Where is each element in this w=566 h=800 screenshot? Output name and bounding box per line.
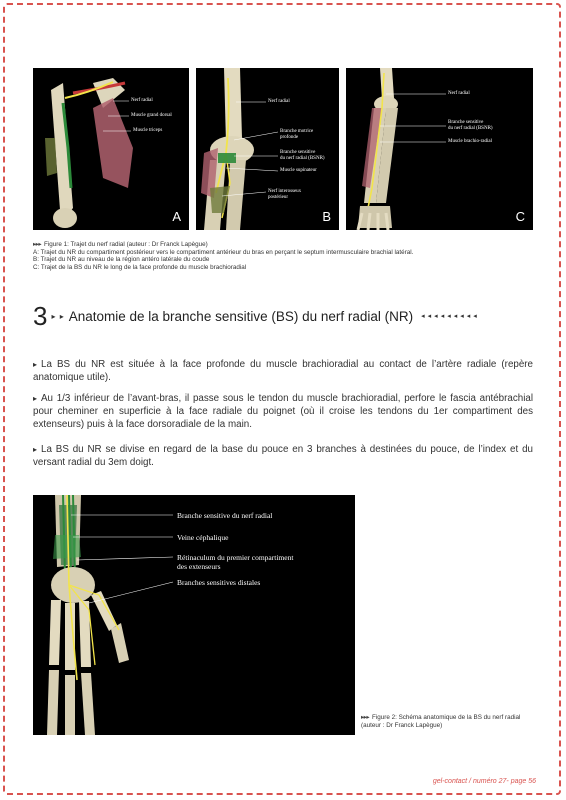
label-muscle-triceps: Muscle triceps (133, 128, 163, 133)
panel-letter-a: A (172, 209, 181, 224)
label-veine-cephalique: Veine céphalique (177, 533, 229, 542)
arm-illustration-b (196, 68, 339, 230)
label-branche-sensitive-b: Branche sensitive (280, 150, 316, 155)
page-footer: gel-contact / numéro 27- page 56 (432, 778, 536, 785)
hand-illustration (33, 495, 355, 735)
caption-arrows: ▸▸▸ (33, 241, 41, 248)
arm-illustration-c (346, 68, 533, 230)
label-bsnr-c: du nerf radial (BSNR) (448, 126, 493, 131)
label-muscle-brachio-radial: Muscle brachio-radial (448, 139, 493, 144)
label-branche-sensitive-c: Branche sensitive (448, 120, 484, 125)
caption-title-text: Figure 1: Trajet du nerf radial (auteur : Dr Franck Lapègue) (43, 241, 208, 248)
label-muscle-grand-dorsal: Muscle grand dorsal (131, 113, 172, 118)
bullet-icon: ▸ (33, 445, 38, 454)
section-arrows-right: ▸ ▸ (51, 311, 65, 321)
figure1-panel-a (33, 68, 189, 230)
figure2-caption-text: Figure 2: Schéma anatomique de la BS du nerf radial (auteur : Dr Franck Lapègue) (361, 714, 521, 729)
label-nerf-radial: Nerf radial (131, 98, 153, 103)
figure1-panel-b (196, 68, 339, 230)
figure1-caption (33, 241, 533, 271)
paragraph-1 (33, 358, 533, 384)
figure1-panel-c (346, 68, 533, 230)
bullet-icon: ▸ (33, 394, 38, 403)
caption-line-a: A: Trajet du NR du compartiment postérieur vers le compartiment antérieur du bras en perçant le septum intermusculaire brachial latéral. (33, 248, 414, 256)
label-nerf-radial-c: Nerf radial (448, 91, 470, 96)
section-heading (33, 301, 543, 331)
section-number: 3 (33, 300, 48, 331)
label-branche-sensitive-nerf-radial: Branche sensitive du nerf radial (177, 511, 273, 520)
panel-letter-b: B (322, 209, 331, 224)
figure1-caption-title (33, 241, 533, 249)
section-arrows-left: ◂◂◂◂◂◂◂◂◂ (421, 313, 480, 320)
paragraph-1-text: La BS du NR est située à la face profonde du muscle brachioradial au contact de l’artère radiale (repère anatomique utile). (33, 359, 533, 383)
label-profonde: profonde (280, 135, 299, 140)
panel-letter-c: C (515, 209, 525, 224)
label-nerf-radial-b: Nerf radial (268, 99, 290, 104)
figure2-image (33, 495, 355, 735)
paragraph-3-text: La BS du NR se divise en regard de la base du pouce en 3 branches à destinées du pouce, de l’index et du versant radial du 3em doigt. (33, 444, 533, 468)
bullet-icon: ▸ (33, 360, 38, 369)
figure2-caption (361, 714, 536, 729)
paragraph-2-text: Au 1/3 inférieur de l’avant-bras, il passe sous le tendon du muscle brachioradial, perfore le fascia antébrachial pour cheminer en superficie à la face radiale du poignet (où il croise les tendons du 1er compartiment des extenseurs) puis à la face dorsoradiale de la main. (33, 393, 533, 430)
label-nerf-interosseux: Nerf interosseux (268, 189, 302, 194)
paragraph-2 (33, 392, 533, 431)
label-posterieur: postérieur (268, 195, 288, 200)
label-branches-sensitives-distales: Branches sensitives distales (177, 578, 261, 587)
label-des-extenseurs: des extenseurs (177, 562, 221, 571)
caption-line-c: C: Trajet de la BS du NR le long de la face profonde du muscle brachioradial (33, 263, 247, 271)
label-bsnr-b: du nerf radial (BSNR) (280, 156, 325, 161)
caption-line-b: B: Trajet du NR au niveau de la région antéro latérale du coude (33, 256, 210, 264)
paragraph-3 (33, 443, 533, 469)
label-branche-motrice: Branche motrice (280, 129, 314, 134)
label-retinaculum: Rétinaculum du premier compartiment (177, 553, 294, 562)
label-muscle-supinateur: Muscle supinateur (280, 168, 317, 173)
arm-illustration-a (33, 68, 189, 230)
section-title: Anatomie de la branche sensitive (BS) du nerf radial (NR) (68, 308, 414, 324)
figure2-caption-arrows: ▸▸▸ (361, 714, 369, 721)
